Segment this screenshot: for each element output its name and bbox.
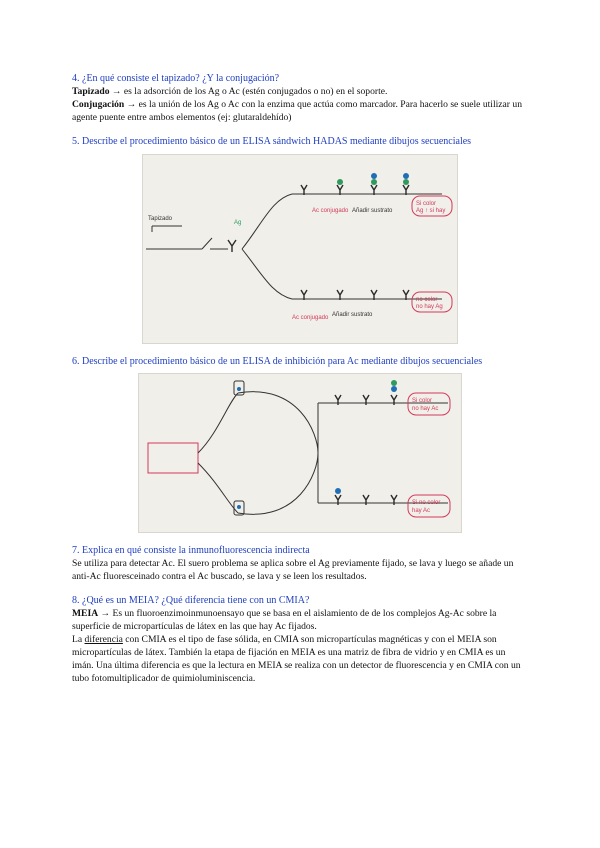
badge-no-hay-ac: no hay Ac [412, 406, 439, 412]
meia-text: → Es un fluoroenzimoinmunoensayo que se basa en el aislamiento de de los complejos Ag-Ac sobre la superficie de micropartículas de látex en las que hay Ac fijados. [72, 608, 497, 632]
term-meia: MEIA [72, 608, 99, 619]
term-conjugacion: Conjugación [72, 99, 125, 110]
badge-si-color: Si color [416, 201, 437, 207]
conjugacion-text: → es la unión de los Ag o Ac con la enzima que actúa como marcador. Para hacerlo se suele utilizar un agente puente entre ambos elementos (ej: glutaraldehído) [72, 99, 522, 123]
svg-text:Ac conjugado: Ac conjugado [312, 208, 349, 214]
q8-answer-diferencia [72, 633, 528, 685]
q4-answer-conjugacion [72, 98, 528, 124]
badge-no-color: no color [416, 297, 438, 303]
q4-answer-tapizado [72, 85, 528, 98]
q8-answer-meia [72, 607, 528, 633]
term-tapizado: Tapizado [72, 86, 110, 97]
question-8-title: 8. ¿Qué es un MEIA? ¿Qué diferencia tiene con un CMIA? [72, 595, 310, 606]
badge-hay-ac: hay Ac [412, 508, 431, 514]
question-5-title: 5. Describe el procedimiento básico de un ELISA sándwich HADAS mediante dibujos secuenciales [72, 136, 472, 147]
badge-si-color-6: Si color [412, 398, 433, 404]
svg-text:Añadir sustrato: Añadir sustrato [352, 208, 393, 214]
diferencia-pre: La [72, 634, 85, 645]
svg-text:Ag: Ag [234, 220, 242, 226]
q7-answer: Se utiliza para detectar Ac. El suero problema se aplica sobre el Ag previamente fijado, se lava y luego se añade un anti-Ac fluoresceinado contra el Ac buscado, se lava y se leen los resultados. [72, 558, 514, 582]
elisa-sandwich-drawing [142, 154, 458, 344]
badge-ag-si-hay: Ag ↑ si hay [416, 208, 446, 214]
badge-si-no-color: Si no color [412, 500, 441, 506]
badge-no-hay-ag: no hay Ag [416, 304, 443, 310]
svg-text:Añadir sustrato: Añadir sustrato [332, 312, 373, 318]
elisa-inhibicion-drawing [138, 373, 462, 533]
svg-text:Tapizado: Tapizado [148, 216, 173, 222]
tapizado-text: → es la adsorción de los Ag o Ac (estén conjugados o no) en el soporte. [109, 86, 388, 97]
question-6-title: 6. Describe el procedimiento básico de un ELISA de inhibición para Ac mediante dibujos secuenciales [72, 356, 483, 367]
question-7-title: 7. Explica en qué consiste la inmunofluorescencia indirecta [72, 545, 310, 556]
term-diferencia: diferencia [84, 634, 123, 645]
question-4-title: 4. ¿En qué consiste el tapizado? ¿Y la conjugación? [72, 73, 280, 84]
svg-text:Ac conjugado: Ac conjugado [292, 315, 329, 321]
diferencia-text: con CMIA es el tipo de fase sólida, en CMIA son micropartículas magnéticas y con el MEIA son micropartículas de látex. También la etapa de fijación en MEIA es una matriz de fibra de vidrio y en CMIA es un imán. Una última diferencia es que la lectura en MEIA se realiza con un detector de fluorescencia y en CMIA con un tubo fotomultiplicador de quimioluminiscencia. [72, 634, 521, 684]
document-page [72, 72, 528, 685]
